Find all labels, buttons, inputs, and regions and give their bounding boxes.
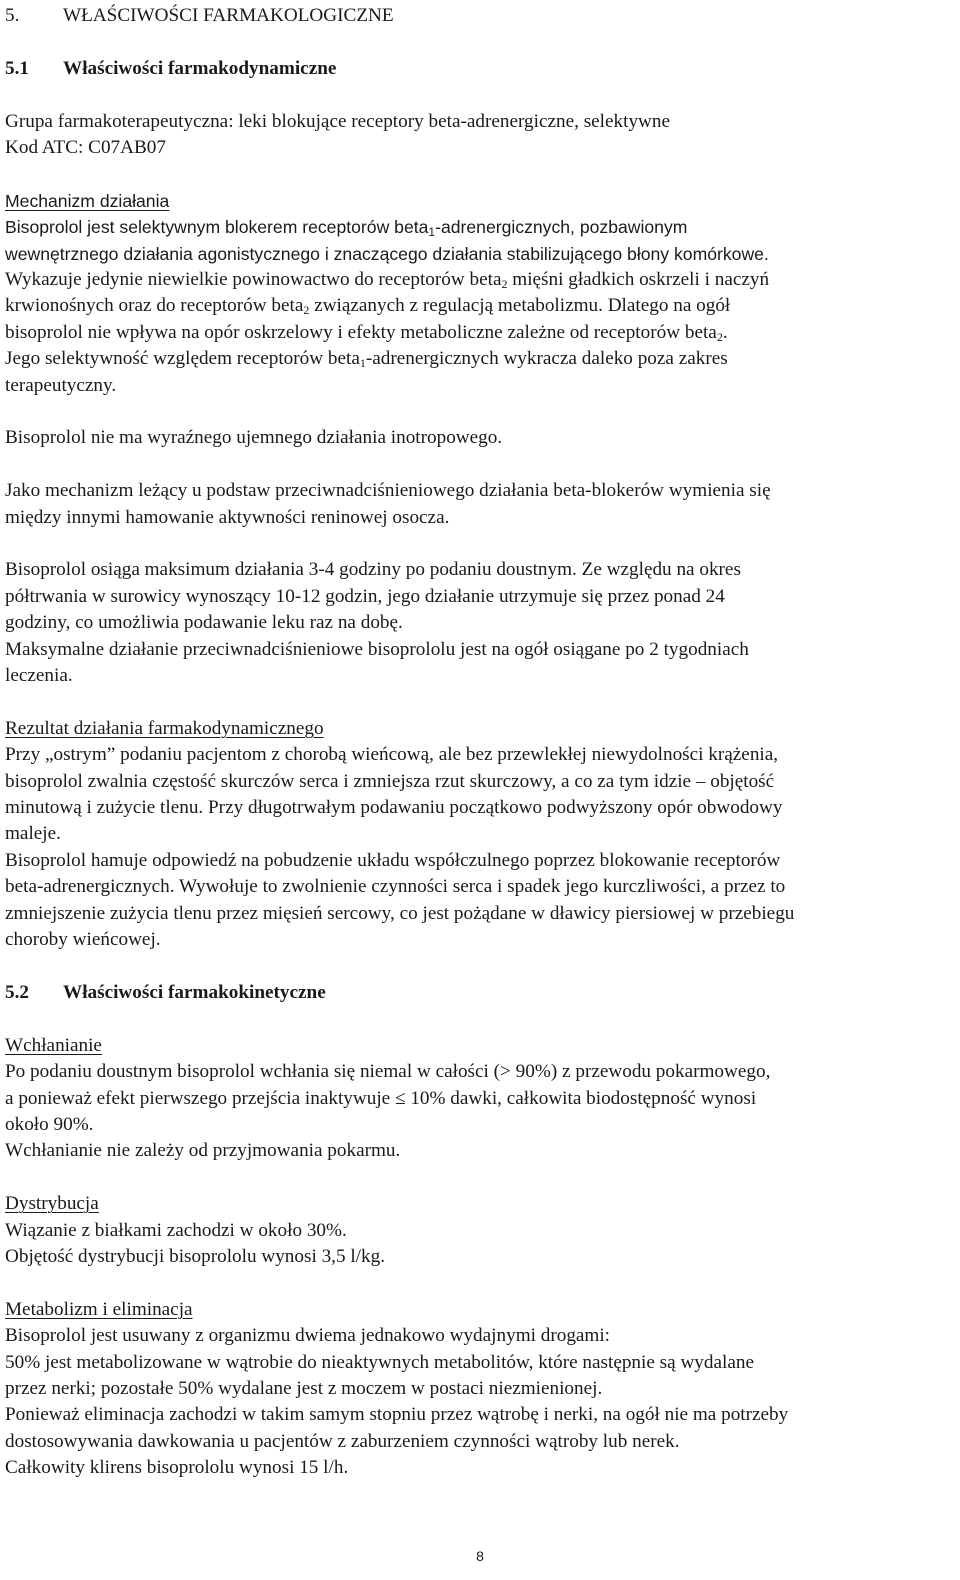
section-title: Właściwości farmakodynamiczne — [63, 57, 337, 79]
subscript: 2 — [303, 303, 310, 318]
text-line: leczenia. — [5, 665, 73, 687]
absorption-heading: Wchłanianie — [5, 1034, 102, 1056]
text-line: Bisoprolol hamuje odpowiedź na pobudzenie układu współczulnego poprzez blokowanie receptorów — [5, 849, 781, 871]
page-number: 8 — [476, 1548, 484, 1564]
metabolism-section — [5, 1297, 955, 1482]
subscript: 1 — [428, 225, 436, 240]
mechanism-section — [5, 188, 955, 399]
text-run: Bisoprolol jest selektywnym blokerem receptorów beta — [5, 217, 429, 238]
text-line: Przy „ostrym” podaniu pacjentom z chorobą wieńcową, ale bez przewlekłej niewydolności krążenia, — [5, 744, 779, 766]
mechanism-heading: Mechanizm działania — [5, 190, 170, 211]
subscript: 2 — [716, 329, 723, 344]
text-line: Ponieważ eliminacja zachodzi w takim samym stopniu przez wątrobę i nerki, na ogół nie ma potrzeby — [5, 1404, 789, 1426]
text-run: związanych z regulacją metabolizmu. Dlatego na ogół — [309, 295, 731, 317]
text-line: bisoprolol zwalnia częstość skurczów serca i zmniejsza rzut skurczowy, a co za tym idzie – objętość — [5, 770, 775, 792]
absorption-section — [5, 1033, 955, 1165]
text-line: dostosowywania dawkowania u pacjentów z zaburzeniem czynności wątroby lub nerek. — [5, 1430, 680, 1452]
text-line: około 90%. — [5, 1113, 94, 1135]
text-line — [5, 293, 955, 319]
pharmacodynamic-effect-section — [5, 716, 955, 954]
section-title: WŁAŚCIWOŚCI FARMAKOLOGICZNE — [63, 5, 394, 26]
section-title: Właściwości farmakokinetyczne — [63, 981, 326, 1003]
text-line: Bisoprolol osiąga maksimum działania 3-4 godziny po podaniu doustnym. Ze względu na okres — [5, 559, 741, 581]
atc-code: Kod ATC: C07AB07 — [5, 137, 166, 158]
text-line — [5, 320, 955, 346]
pharmacodynamic-effect-heading: Rezultat działania farmakodynamicznego — [5, 717, 324, 739]
text-line: Wchłanianie nie zależy od przyjmowania pokarmu. — [5, 1140, 401, 1162]
text-run: -adrenergicznych, pozbawionym — [435, 217, 688, 238]
mechanism-antihypertensive-paragraph — [5, 478, 955, 531]
text-line — [5, 214, 955, 240]
text-line: choroby wieńcowej. — [5, 929, 161, 951]
inotropic-paragraph: Bisoprolol nie ma wyraźnego ujemnego działania inotropowego. — [5, 427, 503, 449]
metabolism-heading: Metabolizm i eliminacja — [5, 1298, 193, 1320]
text-run: a ponieważ efekt pierwszego przejścia inaktywuje — [5, 1087, 395, 1109]
text-line: Wiązanie z białkami zachodzi w około 30%. — [5, 1219, 347, 1241]
section-5-heading — [5, 3, 955, 29]
section-number: 5.1 — [5, 57, 29, 79]
text-line — [5, 267, 955, 293]
text-line: Jako mechanizm leżący u podstaw przeciwnadciśnieniowego działania beta-blokerów wymienia się — [5, 480, 771, 502]
distribution-heading: Dystrybucja — [5, 1193, 99, 1215]
distribution-section — [5, 1191, 955, 1270]
subscript: 1 — [359, 356, 366, 371]
text-line: terapeutyczny. — [5, 374, 117, 396]
text-line: Całkowity klirens bisoprololu wynosi 15 l/h. — [5, 1457, 349, 1479]
text-line: Po podaniu doustnym bisoprolol wchłania się niemal w całości (> 90%) z przewodu pokarmowego, — [5, 1061, 771, 1083]
text-run: . — [722, 321, 728, 343]
section-5-1-heading — [5, 56, 955, 82]
text-line: między innymi hamowanie aktywności reninowej osocza. — [5, 506, 450, 528]
text-line: beta-adrenergicznych. Wywołuje to zwolnienie czynności serca i spadek jego kurczliwości, a przez to — [5, 876, 786, 898]
section-5-2-heading — [5, 980, 955, 1006]
text-line: wewnętrznego działania agonistycznego i znaczącego działania stabilizującego błony komórkowe. — [5, 243, 769, 264]
pharmacotherapeutic-group: Grupa farmakoterapeutyczna: leki blokujące receptory beta-adrenergiczne, selektywne — [5, 110, 671, 132]
document-page — [5, 3, 955, 1482]
less-or-equal-symbol: ≤ — [394, 1087, 406, 1109]
text-run: -adrenergicznych wykracza daleko poza zakres — [365, 348, 728, 370]
subscript: 2 — [501, 277, 508, 292]
text-line: minutową i zużycie tlenu. Przy długotrwałym podawaniu początkowo podwyższony opór obwodowy — [5, 797, 783, 819]
text-line: półtrwania w surowicy wynoszący 10-12 godzin, jego działanie utrzymuje się przez ponad 24 — [5, 585, 725, 607]
onset-paragraph — [5, 557, 955, 689]
text-run: Wykazuje jedynie niewielkie powinowactwo do receptorów beta — [5, 269, 502, 291]
text-line: maleje. — [5, 823, 61, 845]
text-line — [5, 346, 955, 372]
text-line: 50% jest metabolizowane w wątrobie do nieaktywnych metabolitów, które następnie są wydalane — [5, 1351, 754, 1373]
text-run: bisoprolol nie wpływa na opór oskrzelowy i efekty metaboliczne zależne od receptorów beta — [5, 321, 717, 343]
text-line: Bisoprolol jest usuwany z organizmu dwiema jednakowo wydajnymi drogami: — [5, 1325, 611, 1347]
text-run: mięśni gładkich oskrzeli i naczyń — [507, 269, 770, 291]
text-line: Maksymalne działanie przeciwnadciśnieniowe bisoprololu jest na ogół osiągane po 2 tygodniach — [5, 638, 749, 660]
text-line: Objętość dystrybucji bisoprololu wynosi 3,5 l/kg. — [5, 1245, 386, 1267]
section-number: 5. — [5, 5, 20, 26]
text-run: krwionośnych oraz do receptorów beta — [5, 295, 304, 317]
text-line — [5, 1086, 955, 1112]
text-run: 10% dawki, całkowita biodostępność wynosi — [405, 1087, 757, 1109]
text-line: godziny, co umożliwia podawanie leku raz na dobę. — [5, 612, 403, 634]
text-line: zmniejszenie zużycia tlenu przez mięsień sercowy, co jest pożądane w dławicy piersiowej w przebiegu — [5, 902, 795, 924]
section-number: 5.2 — [5, 981, 29, 1003]
text-run: Jego selektywność względem receptorów beta — [5, 348, 360, 370]
text-line: przez nerki; pozostałe 50% wydalane jest z moczem w postaci niezmienionej. — [5, 1377, 603, 1399]
